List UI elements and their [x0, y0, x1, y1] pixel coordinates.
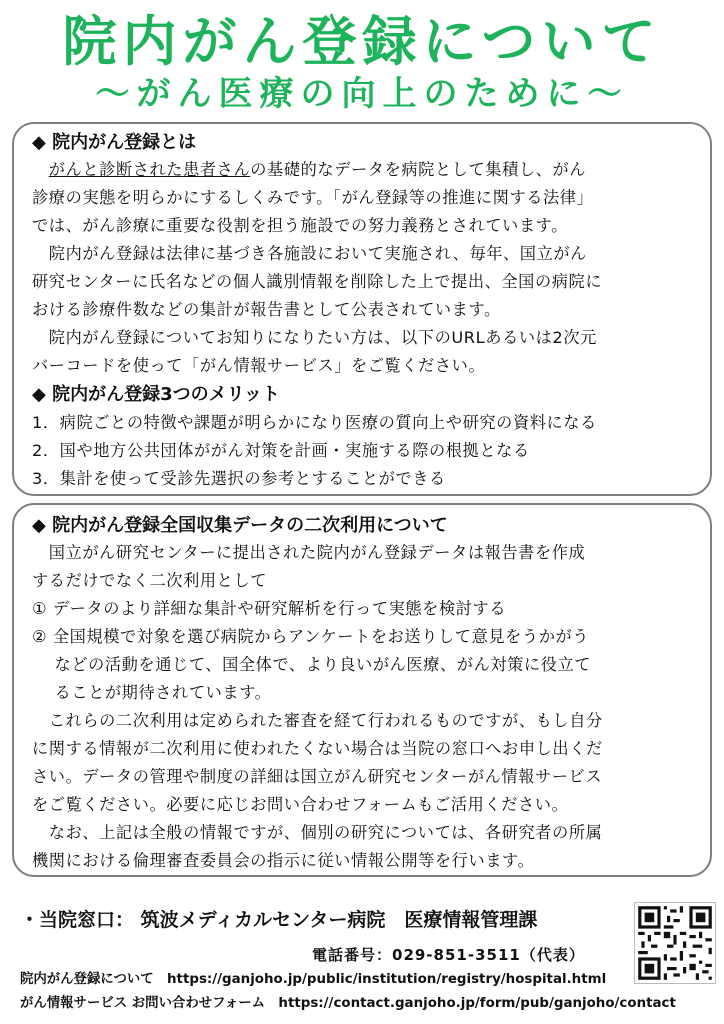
registry-url[interactable]: 院内がん登録について https://ganjoho.jp/public/institution/registry/hospital.html	[20, 972, 607, 987]
section2-line: に関する情報が二次利用に使われたくない場合は当院の窓口へお申し出くだ	[32, 739, 603, 758]
section2-line: さい。データの管理や制度の詳細は国立がん研究センターがん情報サービス	[32, 767, 603, 786]
merit-item-1: 1．病院ごとの特徴や課題が明らかになり医療の質向上や研究の資料になる	[32, 413, 597, 432]
section2-line: ② 全国規模で対象を選び病院からアンケートをお送りして意見をうかがう	[32, 627, 590, 646]
section2-line: 国立がん研究センターに提出された院内がん登録データは報告書を作成	[32, 543, 586, 562]
section2-heading: ◆ 院内がん登録全国収集データの二次利用について	[32, 515, 448, 536]
phone-number: 電話番号：029-851-3511（代表）	[312, 946, 585, 964]
page-title: 院内がん登録について	[62, 10, 662, 73]
contact-office: ・当院窓口： 筑波メディカルセンター病院 医療情報管理課	[20, 909, 538, 931]
section1-para2-line1: 院内がん登録は法律に基づき各施設において実施され、毎年、国立がん	[32, 244, 587, 263]
section2-line: をご覧ください。必要に応じお問い合わせフォームもご活用ください。	[32, 795, 569, 814]
section1-para1-line2: 診療の実態を明らかにするしくみです。「がん登録等の推進に関する法律」	[32, 188, 594, 207]
section1-para3-line2: バーコードを使って「がん情報サービス」をご覧ください。	[32, 356, 486, 375]
section2-line: これらの二次利用は定められた審査を経て行われるものですが、もし自分	[32, 711, 603, 730]
section2-line: するだけでなく二次利用として	[32, 571, 268, 590]
section1-para2-line2: 研究センターに氏名などの個人識別情報を削除した上で提出、全国の病院に	[32, 272, 603, 291]
section-secondary-use	[12, 503, 712, 877]
section1-para1-line3: では、がん診療に重要な役割を担う施設での努力義務とされています。	[32, 216, 568, 235]
merit-heading: ◆ 院内がん登録3つのメリット	[32, 384, 280, 405]
section2-line: ① データのより詳細な集計や研究解析を行って実態を検討する	[32, 599, 507, 618]
para1-line1-rest: の基礎的なデータを病院として集積し、がん	[250, 160, 587, 179]
section-about-registry	[12, 122, 712, 496]
contact-form-url[interactable]: がん情報サービス お問い合わせフォーム https://contact.ganjoho.jp/form/pub/ganjoho/contact	[20, 996, 676, 1011]
section2-line: ることが期待されています。	[32, 683, 272, 702]
qr-code-icon[interactable]	[634, 902, 716, 984]
section1-heading: ◆ 院内がん登録とは	[32, 132, 197, 153]
section2-line: などの活動を通じて、国全体で、より良いがん医療、がん対策に役立て	[32, 655, 592, 674]
underlined-text-a: がんと診断された	[48, 160, 184, 179]
section1-para3-line1: 院内がん登録についてお知りになりたい方は、以下のURLあるいは2次元	[32, 328, 597, 347]
page-subtitle: ～がん医療の向上のために～	[95, 74, 629, 114]
merit-item-3: 3．集計を使って受診先選択の参考とすることができる	[32, 469, 446, 488]
merit-item-2: 2．国や地方公共団体ががん対策を計画・実施する際の根拠となる	[32, 441, 530, 460]
section2-line: 機関における倫理審査委員会の指示に従い情報公開等を行います。	[32, 851, 535, 870]
section1-para2-line3: おける診療件数などの集計が報告書として公表されています。	[32, 300, 501, 319]
underlined-text-b: 患者さん	[183, 160, 251, 179]
section1-para1-line1	[32, 156, 702, 184]
section2-line: なお、上記は全般の情報ですが、個別の研究については、各研究者の所属	[32, 823, 603, 842]
